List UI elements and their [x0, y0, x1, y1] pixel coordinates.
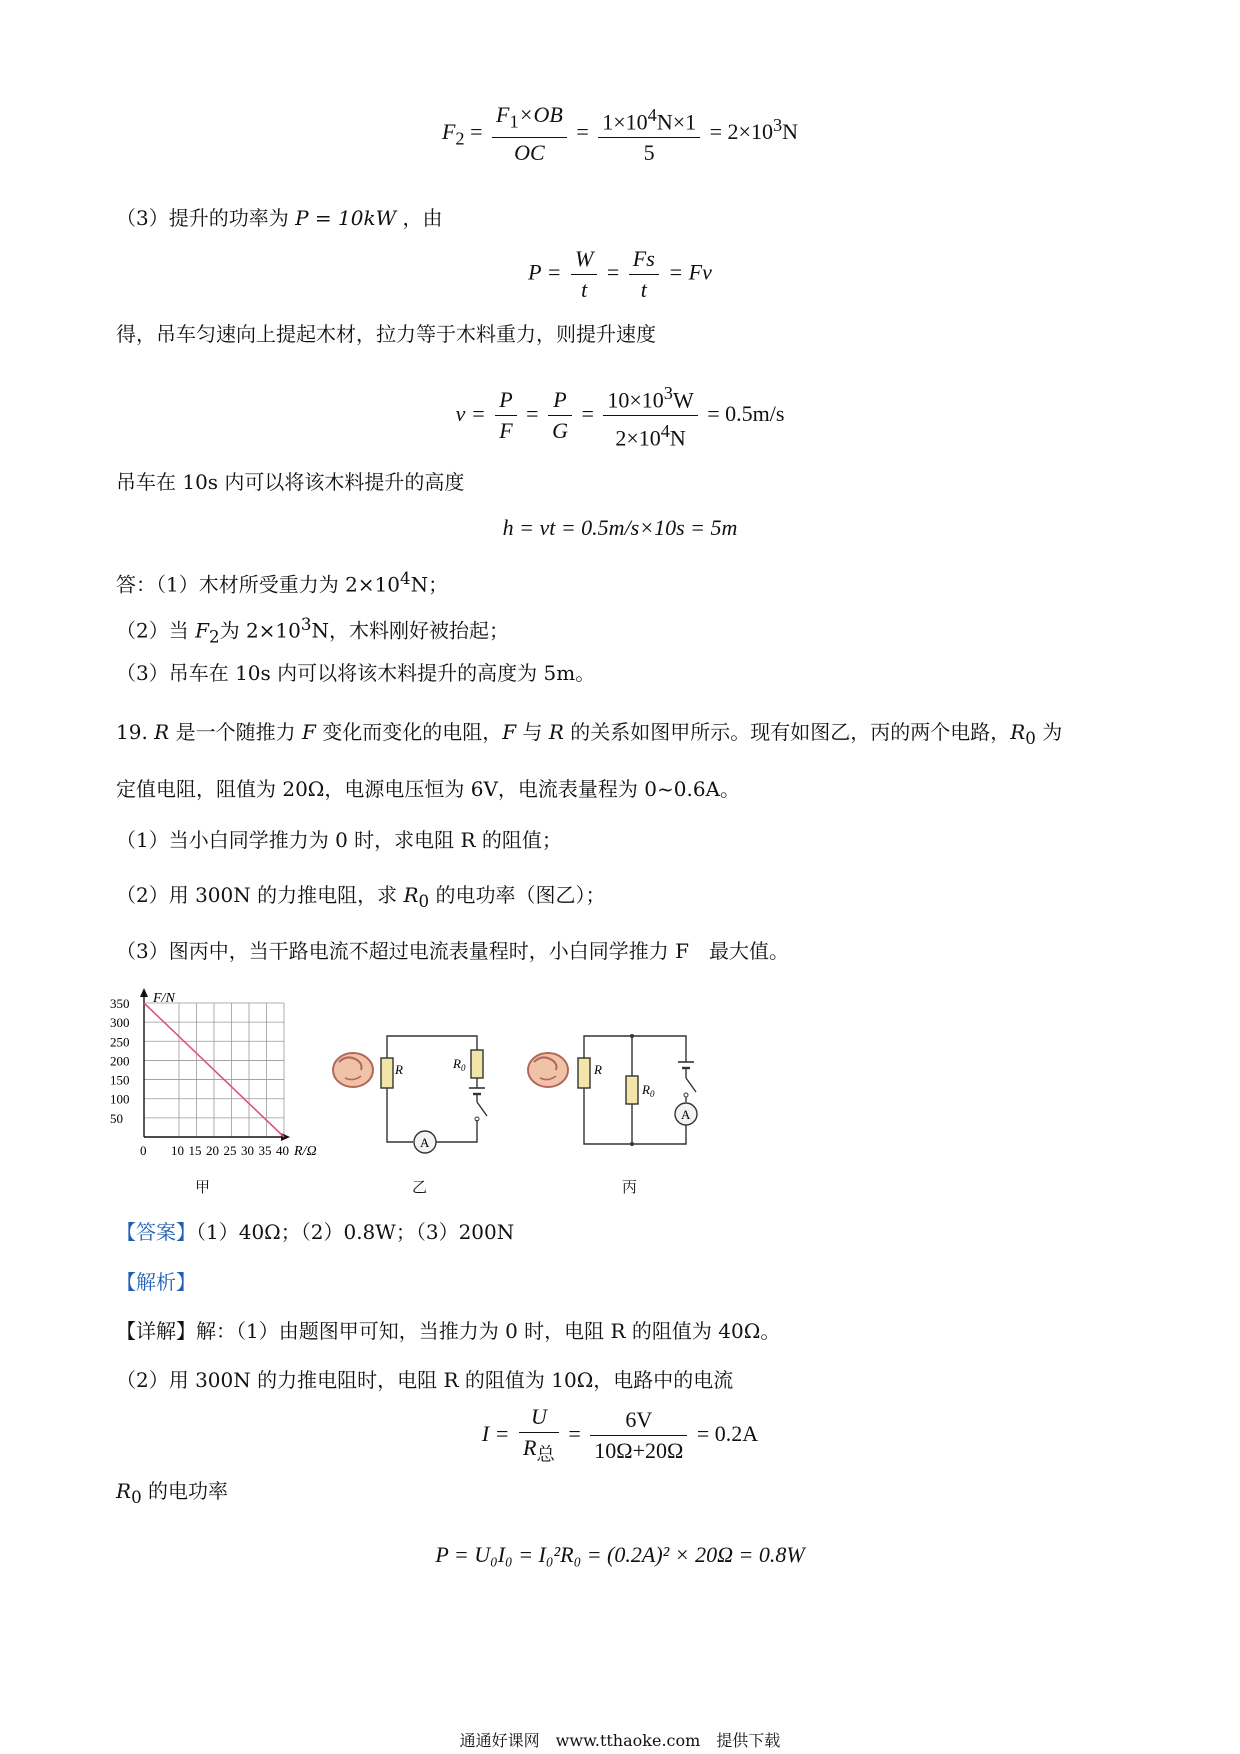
sup: 3: [300, 615, 312, 634]
answer-line: [116, 1218, 514, 1246]
label-r0: [452, 1056, 466, 1073]
answer-line: （3）吊车在 10s 内可以将该木料提升的高度为 5m。: [116, 661, 596, 685]
footer: 通通好课网 www.tthaoke.com 提供下载: [459, 1731, 781, 1750]
text: （2）当: [116, 618, 196, 643]
label-r0-main: R: [642, 1082, 650, 1097]
y-ticks: [110, 996, 130, 1126]
eq-text: 1×10: [602, 109, 648, 135]
var: R: [154, 720, 170, 744]
eq-text: OC: [514, 139, 545, 165]
y-tick-label: 200: [110, 1053, 130, 1069]
y-axis-arrow-icon: [140, 988, 148, 997]
text: N；: [410, 572, 449, 597]
eq-var: t: [581, 277, 588, 302]
eq-text: W: [672, 387, 694, 413]
fist-icon: [528, 1053, 568, 1087]
x-tick-label: 40: [276, 1143, 289, 1158]
eq-sup: 4: [647, 105, 657, 125]
fraction: [590, 1405, 687, 1466]
label-r0-main: R: [453, 1056, 461, 1071]
eq-sub: 总: [536, 1444, 555, 1465]
eq-text: 5: [643, 140, 655, 166]
x-axis-arrow-icon: [281, 1133, 290, 1141]
x-tick-label: 15: [188, 1143, 202, 1158]
question-19-sub2: [116, 881, 606, 916]
text: 是一个随推力: [169, 720, 302, 744]
inline-math: P = 10kW: [295, 206, 397, 230]
figure-bing-circuit: [520, 1022, 710, 1172]
eq-sup: 3: [663, 383, 673, 403]
text: 的关系如图甲所示。现有如图乙，丙的两个电路，: [563, 720, 1011, 744]
question-19-line2: 定值电阻，阻值为 20Ω，电源电压恒为 6V，电流表量程为 0~0.6A。: [116, 777, 741, 801]
label-r: R: [395, 1062, 403, 1077]
var: R: [1010, 720, 1026, 744]
ammeter-label: A: [420, 1135, 430, 1150]
var: F: [195, 618, 209, 643]
eq-text: P =: [528, 259, 562, 285]
equation-height: [0, 515, 1240, 541]
eq-var: W: [575, 246, 594, 271]
eq-sup: 4: [660, 421, 670, 442]
y-axis-label: F/N: [153, 991, 175, 1006]
equation-velocity: v = $\frac{P}{F}$ = $\frac{P}{G}$ = $\frac{10\times 10^3W}{2\times 10^4N}$ = 0.5m/s: [0, 378, 1240, 454]
x-axis-label: R/Ω: [294, 1144, 317, 1159]
analysis-tag: [116, 1268, 196, 1296]
y-tick-label: 100: [110, 1091, 130, 1107]
eq-text: P = U₀I₀ = I₀²R₀ = (0.2A)² × 20Ω = 0.8W: [435, 1542, 805, 1567]
label-r0-sub: 0: [460, 1063, 466, 1073]
figure-jia-graph: [108, 985, 338, 1175]
answer-text: （1）40Ω；（2）0.8W；（3）200N: [196, 1220, 515, 1244]
wire: [584, 1036, 686, 1062]
fraction: [571, 244, 597, 305]
eq-var: U: [530, 1404, 547, 1429]
analysis-tag-text: 【解析】: [116, 1270, 196, 1294]
paragraph: [116, 1477, 228, 1512]
resistor-r: [381, 1058, 393, 1088]
eq-var: Fs: [632, 246, 655, 271]
wire: [436, 1120, 477, 1142]
text: 的电功率: [141, 1479, 229, 1503]
sub: 0: [131, 1488, 142, 1507]
eq-sup: 3: [772, 114, 783, 135]
eq-text: N×1: [656, 109, 697, 135]
sub: 0: [1025, 729, 1036, 748]
eq-var: P: [553, 387, 567, 413]
paragraph: 吊车在 10s 内可以将该木料提升的高度: [116, 470, 465, 494]
detail-text: 解：（1）由题图甲可知，当推力为 0 时，电阻 R 的阻值为 40Ω。: [196, 1319, 781, 1343]
figure-yi-circuit: [325, 1022, 505, 1172]
eq-var: R: [523, 1435, 537, 1460]
sub: 0: [418, 892, 430, 911]
var: F: [502, 720, 517, 744]
wire: [387, 1036, 477, 1058]
text: 答：（1）木材所受重力为 2×10: [116, 572, 401, 597]
text: N，木料刚好被抬起；: [311, 618, 509, 643]
paragraph: （2）用 300N 的力推电阻时，电阻 R 的阻值为 10Ω，电路中的电流: [116, 1368, 734, 1392]
y-tick-label: 50: [110, 1110, 123, 1126]
sub: 2: [208, 627, 220, 647]
var: R: [403, 883, 419, 907]
eq-text: N: [782, 119, 799, 145]
eq-var: F: [499, 418, 513, 444]
paragraph: [116, 204, 443, 232]
x-tick-label: 30: [241, 1143, 254, 1158]
eq-text: = Fv: [668, 259, 712, 285]
ammeter-label: A: [681, 1107, 691, 1122]
eq-text: 6V: [590, 1405, 687, 1436]
text: 为: [1035, 720, 1063, 744]
eq-var: G: [552, 418, 568, 444]
sup: 4: [400, 569, 411, 588]
question-19-sub1: （1）当小白同学推力为 0 时，求电阻 R 的阻值；: [116, 828, 562, 852]
eq-sub: 1: [509, 111, 519, 132]
x-tick-label: 20: [206, 1143, 219, 1158]
eq-var: t: [640, 277, 647, 302]
text: ，由: [402, 206, 443, 230]
question-19-sub3: （3）图丙中，当干路电流不超过电流表量程时，小白同学推力 F 最大值。: [116, 939, 789, 963]
var: R: [548, 720, 564, 744]
x-tick-label: 10: [171, 1143, 184, 1158]
eq-text: = 2×10: [709, 119, 773, 145]
text: 变化而变化的电阻，: [315, 720, 503, 744]
text: （2）用 300N 的力推电阻，求: [116, 883, 404, 907]
eq-text: N: [669, 425, 686, 451]
y-tick-label: 300: [110, 1015, 130, 1031]
fraction: [519, 1402, 559, 1469]
resistor-r0: [626, 1076, 638, 1104]
equation-power-r0: [0, 1542, 1240, 1568]
label-r: R: [594, 1062, 602, 1077]
resistor-r0: [471, 1050, 483, 1078]
fist-icon: [333, 1053, 373, 1087]
equation-f2: $F_2$ = $\frac{F_1\times OB}{OC}$ = $\frac{1\times 10^4N\times 1}{5}$ = $2\times 10^3N$: [0, 100, 1240, 168]
text: 为 2×10: [219, 618, 301, 643]
eq-text: 2×10: [615, 425, 661, 451]
resistor-r: [578, 1058, 590, 1088]
y-tick-label: 250: [110, 1034, 130, 1050]
label-r0: [641, 1082, 655, 1099]
eq-text: = 0.5m/s: [707, 400, 785, 426]
detail-tag: 【详解】: [116, 1319, 196, 1343]
var: F: [301, 720, 316, 744]
x-tick-label: 35: [258, 1143, 272, 1158]
eq-text: = 0.2A: [696, 1420, 759, 1446]
eq-text: 10Ω+20Ω: [594, 1438, 684, 1464]
fraction: [603, 378, 697, 454]
y-tick-label: 150: [110, 1072, 130, 1088]
var: R: [116, 1479, 132, 1503]
x-tick-label: 0: [140, 1143, 147, 1158]
eq-text: ×OB: [518, 102, 563, 128]
text: 19.: [116, 720, 155, 744]
text: 与: [516, 720, 549, 744]
eq-var: P: [499, 387, 513, 413]
answer-line: [116, 565, 448, 599]
detail-line: [116, 1317, 780, 1345]
fraction: [548, 385, 572, 446]
eq-text: h = vt = 0.5m/s×10s = 5m: [502, 515, 738, 540]
y-tick-label: 350: [110, 996, 130, 1011]
fraction: [495, 385, 516, 446]
eq-text: v =: [455, 400, 486, 426]
fraction: [629, 244, 659, 305]
junction: [630, 1034, 634, 1038]
question-19-line1: [116, 718, 1062, 753]
wire: [387, 1088, 413, 1142]
x-tick-label: 25: [223, 1143, 237, 1158]
text: （3）提升的功率为: [116, 206, 289, 230]
equation-current: I = $\frac{U}{R_总}$ = $\frac{6V}{10\Omega+20\Omega}$ = 0.2A: [0, 1402, 1240, 1469]
eq-text: I =: [481, 1420, 510, 1446]
eq-text: 10×10: [607, 387, 664, 413]
answer-tag: 【答案】: [116, 1220, 196, 1244]
switch-contact: [684, 1093, 688, 1097]
eq-var: F: [496, 102, 510, 128]
switch: [686, 1078, 696, 1092]
x-ticks: [140, 1143, 289, 1158]
fraction: [492, 100, 567, 167]
eq-sub: 2: [455, 128, 465, 149]
figure-bing-caption: 丙: [622, 1178, 638, 1196]
equation-power: P = $\frac{W}{t}$ = $\frac{Fs}{t}$ = Fv: [0, 244, 1240, 305]
figure-yi-caption: 乙: [412, 1178, 428, 1196]
switch: [477, 1102, 487, 1116]
answer-line: [116, 611, 509, 652]
text: 的电功率（图乙）；: [429, 883, 606, 907]
paragraph: 得，吊车匀速向上提起木材，拉力等于木料重力，则提升速度: [116, 322, 656, 346]
figure-jia-caption: 甲: [195, 1178, 211, 1196]
fraction: [598, 100, 700, 168]
junction: [630, 1142, 634, 1146]
eq-var: F: [441, 119, 456, 145]
label-r0-sub: 0: [649, 1089, 655, 1099]
